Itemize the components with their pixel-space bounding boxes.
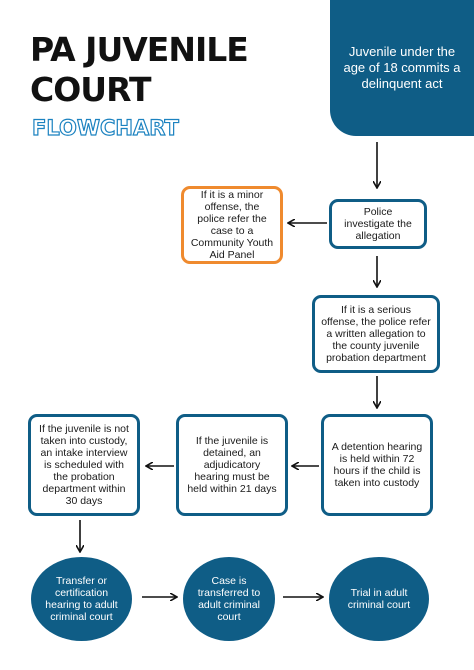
start-node-text: Juvenile under the age of 18 commits a delinquent act — [343, 44, 461, 91]
police-investigate-text: Police investigate the allegation — [344, 206, 412, 242]
detention-hearing-text: A detention hearing is held within 72 hours if the child is taken into custody — [331, 441, 423, 489]
title-line-2: COURT — [30, 70, 151, 109]
trial-text: Trial in adult criminal court — [347, 587, 411, 611]
not-custody-text: If the juvenile is not taken into custody, an intake interview is scheduled with the probation department within 30 days — [39, 423, 129, 507]
page-subtitle: FLOWCHART — [32, 116, 179, 140]
minor-offense-text: If it is a minor offense, the police refer the case to a Community Youth Aid Panel — [190, 189, 274, 261]
case-transferred-text: Case is transferred to adult criminal court — [197, 575, 261, 623]
transfer-text: Transfer or certification hearing to adult criminal court — [45, 575, 118, 623]
detained-text: If the juvenile is detained, an adjudicatory hearing must be held within 21 days — [187, 435, 277, 495]
title-line-1: PA JUVENILE — [30, 30, 248, 69]
serious-offense-text: If it is a serious offense, the police refer a written allegation to the county juvenile probation department — [321, 304, 431, 364]
